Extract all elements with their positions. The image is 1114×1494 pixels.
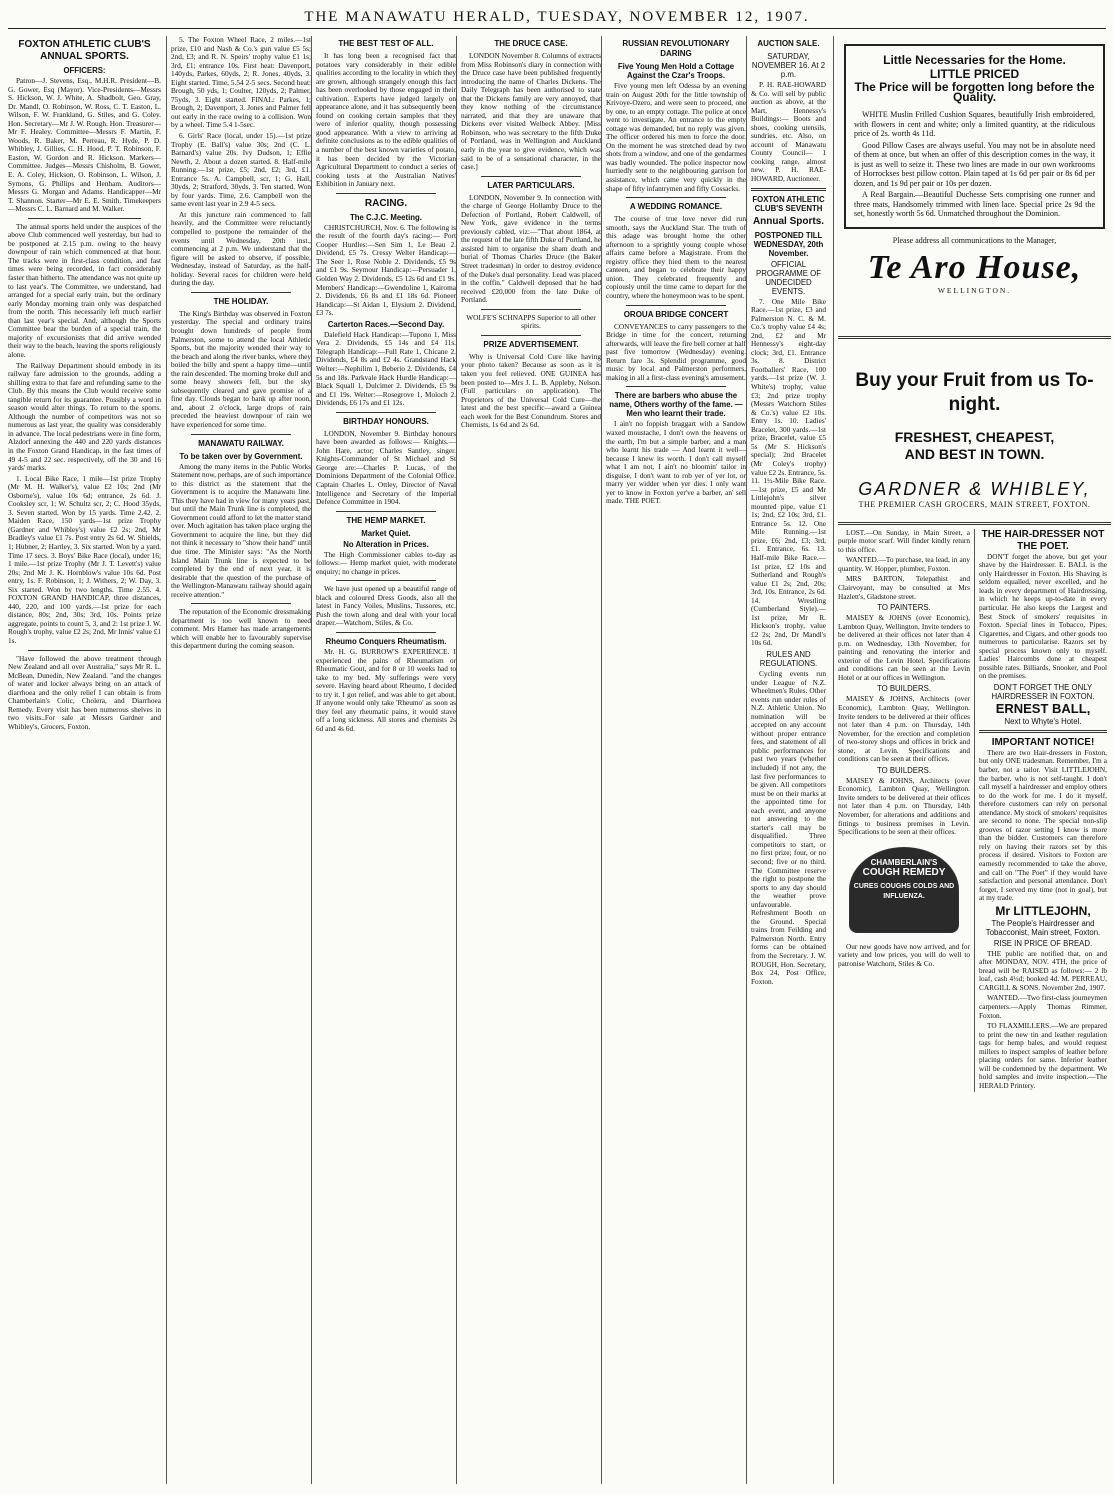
wheel-race-results: 5. The Foxton Wheel Race, 2 miles.—1st prize, £10 and Nash & Co.'s gun value £5 5s; 2nd, £3; and R. N. Speirs' trophy value £1 1s; 3rd, £1; entrance 10s. First heat: Davenport, 140yds, Parkes, 60yds, 2; R. Jones, 40yds, 3. Eight started. Time, 5.54 2-5 secs. Second heat: Brough, 50 yds, 1; Coulter, 120yds, 2; Palmer, 75yds, 3. Eight started. FINAL: Parkes, 1; Brough, 2; Davenport, 3. Jones and Palmer fell out early in the race owing to a collision. Won by a wheel. Time 5.4 1-5sec. (171, 36, 311, 130)
te-aro-ad (844, 44, 1105, 229)
oroua-heading: OROUA BRIDGE CONCERT (623, 309, 729, 319)
new-goods-notice: Our new goods have now arrived, and for variety and low prices, you will do well to patronise Watchorn, Stiles & Co. (838, 941, 970, 968)
railway-heading: MANAWATU RAILWAY. (198, 438, 284, 448)
divider (626, 305, 726, 306)
remedy-footnote: "Have followed the above treatment through New Zealand and all over Australia," says Mr R. L. McBean, Dunedin, New Zealand. "and the changes of water and locker always bring on an attack of diarrhoea and the only relief I can obtain is from Chamberlain's Colic, Cholera, and Diarrhoea Remedy. Every visit has been numerous shelves in two visits..For sale at Messrs Gardner and Whibley's, Grocers, Foxton. (8, 653, 161, 731)
divider (481, 176, 581, 177)
bread-text: THE public are notified that, on and after MONDAY, NOV. 4TH, the price of bread will be RAISED as follows:— 2 lb loaf, cash 4½d; booked 4d. M. PERREAU, CARGILL & SONS. November 2nd, 1907. (979, 948, 1107, 992)
column-3 (311, 36, 460, 1484)
rules-heading: RULES AND REGULATIONS. (759, 649, 818, 668)
builders-heading: TO BUILDERS. (876, 684, 931, 694)
hairdresser-heading: THE HAIR-DRESSER NOT THE POET. (981, 528, 1105, 552)
sports-results: 1. Local Bike Race, 1 mile—1st prize Trophy (Mr M. H. Walker's), value £2 10s; 2nd (Mr Osborne's), value 10s 6d; entrance, 2s 6d. J. Cooksley scr, 1; W. Schultz scr, 2; C. Hood 35yds, 3. Seven started. Won by 15 yards. Time 2.42. 2. Maiden Race, 150 yards—1st prize Trophy (Gardner and Whibley's) value £2 2s; 2nd, Mr Bradley's value £1 7s. Post entry 2s 6d. W. Shields, 1; Hubner, 2; Hartley, 3. Six started. Won by a yard. Time 17 secs. 3. Boys' Bike Race (local), under 16; 1 mile.—1st prize Trophy (Mr J. T. Levett's) value 20s; 2nd Mr J. K. Hornblow's value 10s 6d. Post entry, 1s. F. Robinson, 1; J. Withers, 2; W. Day, 3. Six started. Won by two lengths. Time 2.55. 4. FOXTON GRAND HANDICAP, three distances, 440, 220, and 100 yards.—1st prize for each distance, 80s; 2nd, 30s; 3rd, 10s. Points prize aggregate, points to count 5, 3, and 2: 1st prize J. W. Rough's trophy, value £2 2s; 2nd, Mr Innis' value £1 1s. (8, 473, 161, 645)
wanted-tea-lead: WANTED.—To purchase, tea lead, in any quantity. W. Hopper, plumber, Foxton. (838, 555, 970, 573)
barbers-poem: I ain't no foppish braggart with a Sandow waxed moustache, I don't own the heavens or the earth, I'm but a simple barber, and a man who learnt his trade — And learnt it well—because I knew its worth. I don't call myself what I am not, I ain't no bloomin' tailor in disguise, I don't want to rob yer of yer lot, or marry yer widder when yer dies. I only want yer to know in Foxton yer've a barber, an' sell made. THE POET. (606, 419, 746, 506)
foxton-club-heading: FOXTON ATHLETIC CLUB'S SEVENTH (752, 194, 825, 213)
divider (191, 603, 291, 604)
important-text: There are two Hair-dressers in Foxton, but only ONE tradesman. Remember, I'm a barber, not a tailor. Visit LITTLEJOHN, the barber, who is not self-taught. I don't call myself a hairdresser and employ others to do the work for me. I do it myself, therefore customers can rely on personal attendance. My stock of smokers' requisites are second to none. The special non-slip grooves of razor setting I know is more than the bidder. Customers can therefore rely on having their razors set by this process if desired. Visitors to Foxton are earnestly recommended to take the above, and call on "The Poet" if they would have satisfaction and personal attendance. Don't forget, I served my time (not in goal), but at my trade. (979, 747, 1107, 903)
ernest-ball-name: ERNEST BALL, (995, 700, 1091, 716)
sports-headline: FOXTON ATHLETIC CLUB'S ANNUAL SPORTS. (18, 39, 151, 62)
divider (28, 650, 141, 651)
divider (28, 218, 141, 219)
birthday-text: LONDON, November 9. Birthday honours have been awarded as follows:— Knights.—John Hare, actor; Charles Santley, singer. Knights-Commander of St Michael and St George are:—Charles P. Lucas, of the Dominions Department of the Colonial Office. Captain Charles L. Ottley, Director of Naval Intelligence and Secretary of the Imperial Defence Committee in 1904. (316, 428, 456, 507)
russian-heading: RUSSIAN REVOLUTIONARY DARING (622, 39, 730, 58)
postponement-text: At this juncture rain commenced to fall heavily, and the Committee were reluctantly compelled to postpone the remainder of the events until Wednesday, 20th inst., commencing at 2 p.m. We understand that the figure will be asked to observe, if possible, Wednesday, instead of Saturday, as the half-holiday. Several races for children were held during the day. (171, 209, 311, 288)
divider (838, 336, 1111, 339)
dress-goods-notice: We have just opened up a beautiful range of black and coloured Dress Goods, also all the latest in Fancy Voiles, Muslins, Tussores, etc. Push the town along and deal with your local draper.—Watchorn, Stiles, & Co. (316, 584, 456, 628)
grocers-line: THE PREMIER CASH GROCERS, MAIN STREET, FOXTON. (858, 500, 1091, 510)
cjc-results: CHRISTCHURCH, Nov. 6. The following is the result of the fourth day's racing:— Port Cooper Hurdles:—Sen Sim 1, Le Beau 2. Dividend, £5 7s. Cressy Welter Handicap:—The Seer 1, Rose Noble 2. Dividends, £5 9s and £1 9s. Seymour Handicap:—Persuader 1, Golden Way 2. Dividends, £5 12s 6d and £1 9s. Members' Handicap:—Gwendoline 1, Kairoma 2. Dividends, £6 8s and £1 18s 6d. Pioneer Handicap:—St Aidan 1, Elysium 2. Dividend, £3 7s. (316, 222, 456, 318)
holiday-text: The King's Birthday was observed in Foxton yesterday. The special and ordinary trains brought down hundreds of people from Palmerston, some to attend the local Athletic Sports, but the majority wended their way to the beach and along the river banks, where they boiled the billy and spent a happy time—until the rain descended. The morning broke dull and some heavy showers fell, but the sky subsequently cleared and gave promise of a fine day. Clouds began to bank up after noon, and, about 2 o'clock, large drops of rain preceded the heaviest downpour of rain we have experienced for some time. (171, 308, 311, 429)
sports-report-2: The Railway Department should embody in its railway fare admission to the grounds, adding a shilling extra to that fare and refunding same to the Club. By this means the Club would receive some tangible return for its guarantee. Possibly a word in season would alter things. To return to the sports. Although the number of competitors was not so numerous as last year, the quality was considerably in advance. The local pedestrians were in fine form, Alzdorf annexing the 440 and 220 yards distances in the Foxton Grand Handicap, in the fast times of 49 4-5 and 22 sec. respectively, off the 30 and 16 yards' marks. (8, 360, 161, 473)
bread-heading: RISE IN PRICE OF BREAD. (993, 938, 1093, 948)
railway-subheading: To be taken over by Government. (179, 451, 303, 461)
important-heading: IMPORTANT NOTICE! (991, 736, 1095, 748)
divider (336, 511, 436, 512)
cough-line-2: COUGH REMEDY (862, 866, 946, 878)
hemp-text: The High Commissioner cables to-day as follows:— Hemp market quiet, with moderate enquiry; no change in prices. (316, 549, 456, 576)
rules-text: Cycling events run under League of N.Z. Wheelmen's Rules. Other events run under rules of N.Z. Athletic Union. No nomination will be accepted on any account without proper entrance fees, and statement of all public performances for past two years (whether included) if not any, the last five performances to be given. All competitors must be on their marks at the appointed time for each event, and anyone not answering to the starter's call may be disqualified. Three competitors to start, or no first prize; four, or no second; five or no third. The Committee reserve the right to postpone the sports to any day should the weather prove unfavourable. Refreshment Booth on the Ground. Special trains from Feilding and Palmerston North. Entry forms can be obtained from the Secretary. J. W. ROUGH, Hon. Secretary, Box 24, Post Office, Foxton. (751, 668, 826, 986)
builders-text-2: MAISEY & JOHNS, Architects (over Economic), Lambton Quay, Wellington. Invite tenders to be delivered at their offices not later than 4 p.m. on Thursday, 14th November, for alterations and additions and fittings to business premises in Levin. Specifications to be seen at their offices. (838, 775, 970, 837)
column-1 (8, 36, 165, 1484)
wellington-label: WELLINGTON. (937, 286, 1012, 296)
fresh-heading: FRESHEST, CHEAPEST, AND BEST IN TOWN. (894, 428, 1055, 462)
little-priced-subtitle: The Price will be forgotten long before the Quality. (854, 80, 1095, 104)
column-6 (746, 36, 830, 1484)
best-test-text: It has long been a recognised fact that potatoes vary considerably in their edible qualities according to the locality in which they are grown, although strangely enough this fact has been overlooked by those engaged in their cultivation. Experts have judged largely on appearance alone, and it has subsequently been found on cooking certain samples that they were of inferior quality, though possessing good appearance. With a view to arriving at definite conclusions as to the edible qualities of a number of the best known varieties of potato, it has been decided by the Victorian Agricultural Department to conduct a series of cooking tests at the Australian Natives' Exhibition in January next. (316, 51, 456, 189)
column-ads (833, 36, 1111, 1484)
holiday-heading: THE HOLIDAY. (213, 296, 269, 306)
prize-heading: PRIZE ADVERTISEMENT. (483, 339, 579, 349)
lost-notice: LOST.—On Sunday, in Main Street, a purple motor scarf. Will finder kindly return to this office. (838, 527, 970, 554)
cjc-heading: The C.J.C. Meeting. (350, 212, 422, 222)
racing-heading: RACING. (364, 197, 408, 209)
painters-text: MAISEY & JOHNS (over Economic), Lambton Quay, Wellington. Invite tenders to be delivered at their offices not later than 4 p.m. on Wednesday, 13th November, for painting and renovating the interior and exterior of the Levin Hotel. Specifications and conditions can be seen at the Levin Hotel or at our offices in Wellington. (838, 613, 970, 682)
divider (626, 386, 726, 387)
officers-heading: OFFICERS: (63, 66, 106, 75)
fruit-ad-heading: Buy your Fruit from us To-night. (855, 369, 1094, 415)
divider (336, 412, 436, 413)
builders-text: MAISEY & JOHNS, Architects (over Economic), Lambton Quay, Wellington. Invite tenders to be delivered at their offices not later than 4 p.m. on Thursday, 14th November, for the erection and completion of two-storey shops and offices in brick and stone, at Levin. Specifications and conditions can be seen at their offices. (838, 694, 970, 764)
programme-events: 7. One Mile Bike Race.—1st prize, £3 and Palmerston N. C. & M. Co.'s trophy value £4 4s; 2nd, £2 and Mr Hennessy's eight-day clock; 3rd, £1. Entrance 3s. 8. District Footballers' Race, 100 yards.—1st prize (W. J. White's) trophy, value £3; 2nd prize trophy (Messrs Watchorn Stiles & Co.'s) value £2 10s. Entry 1s. 10. Ladies' Bracelet, 300 yards.—1st prize, Bracelet, value £5 5s (Mr S. Hickson's special); 2nd Bracelet (Mr Coley's trophy) value £2 2s. Entrance, 5s. 11. 1½-Mile Bike Race.—1st prize, £5 and Mr Littlejohn's silver mounted pipe, value £1 1s; 2nd, £2 10s; 3rd, £1. Entrance 5s. 12. One Mile Running.—1st prize, £6; 2nd, £3; 3rd, £1. Entrance, 6s. 13. Half-mile Bike Race.—1st prize, £2 10s and Sutherland and Rough's value £1 2s; 2nd, 20s; 3rd, 10s. Entrance, 2s 6d. 14. Wrestling (Cumberland Style).—1st prize, Mr R. Hickson's trophy, value £2 2s; 2nd, Dr Mandl's 10s 6d. (751, 296, 826, 648)
cushion-text: WHITE Muslin Frilled Cushion Squares, beautifully Irish embroidered, with flowers in cent and white; only a limited quantity, at the ridiculous price of 2s. worth 4s 11d. (854, 110, 1095, 138)
flaxmillers-notice: TO FLAXMILLERS.—We are prepared to print the new tin and leather regulation tags for hemp bales, and would request millers to inspect samples of leather before placing orders for same. Inferior leather will be condemned by the department. We hold samples and invite inspection.—The HERALD Printery. (979, 1021, 1107, 1090)
column-2 (166, 36, 315, 1484)
little-necessaries-title: Little Necessaries for the Home. (883, 53, 1066, 67)
cough-line-1: CHAMBERLAIN'S (870, 857, 938, 867)
postponed-notice: POSTPONED TILL WEDNESDAY, 20th November. (753, 230, 824, 258)
girls-race-results: 6. Girls' Race (local, under 15).—1st prize Trophy (E. Ball's) value 30s; 2nd (C. L. Barnard's) value 20s. Ivy Dudson, 1; Effie Newth, 2. About a dozen started. 8. Half-mile Running.—1st prize, £5; 2nd, £2; 3rd, £1. Entrance 5s. A. Campbell, scr, 1; G. Hall, 30yds, 2; Stratford, 30yds, 3. Ten started. Won by four yards. Time, 2.6. Campbell won the same event last year in 2.9 4-5 secs. (171, 131, 311, 209)
column-4 (456, 36, 605, 1484)
address-note: Please address all communications to the Manager, (892, 235, 1057, 245)
divider (336, 580, 436, 581)
ads-split (838, 529, 1111, 1093)
hemp-heading: THE HEMP MARKET. (346, 515, 426, 525)
pillow-text: Good Pillow Cases are always useful. You may not be in absolute need of them at once, but when an offer of this description comes in the way, it is just as well to seize it. These two lines are made in our own workrooms of Horrockses best pillow cotton. Plain taped at 1s 6d per pair or 8s 6d per dozen, and 1s 9d per pair or 10s per dozen. (854, 140, 1095, 188)
wolfe-ad: WOLFE'S SCHNAPPS Superior to all other spirits. (466, 312, 596, 331)
barton-notice: MRS BARTON, Telepathist and Clairvoyant, may be consulted at Mrs Hazlett's, Gladstone street. (838, 574, 970, 601)
carterton-results: Dalefield Hack Handicap:—Tupono 1, Miss Vera 2. Dividends, £5 14s and £4 11s. Telegraph Handicap:—Full Rate 1, Chicane 2. Dividends, £4 8s and £2 4s. Grandstand Hack Welter:—Nephilim 1, Beberio 2. Dividends, £4 5s and 18s. Parkvale Hack Hurdle Handicap:—Black Squall 1, Dulcimer 2. Dividends, £5 9s and £1 19s. Welter:—Rosegrove 1, Moloch 2. Dividends, £6 17s and £1 12s. (316, 329, 456, 408)
later-heading: LATER PARTICULARS. (487, 180, 575, 190)
cough-remedy-logo (849, 847, 959, 933)
birthday-heading: BIRTHDAY HONOURS. (343, 416, 429, 426)
divider (751, 188, 826, 191)
hemp-subheading: Market Quiet. (361, 528, 411, 538)
rheumo-text: Mr. H. G. BURROW'S EXPERIENCE. I experienced the pains of Rheumatism or Rheumatic Gout, and for 8 or 10 weeks had to take to my bed. My sufferings were very severe. Having heard about Rheumo, I decided to try it. I got relief, and was able to get about. If anyone would only take 'Rheumo' as soon as they feel any rheumatic pains, it would stave off a long sickness. All stores and chemists 2s 6d and 4s 6d. (316, 646, 456, 733)
divider (481, 309, 581, 310)
littlejohn-name: Mr LITTLEJOHN, (995, 903, 1091, 918)
te-aro-house-heading: Te Aro House, (867, 249, 1082, 287)
hemp-subheading-2: No Alteration in Prices. (343, 539, 429, 549)
wedding-heading: A WEDDING ROMANCE. (629, 202, 723, 212)
prize-text: Why is Universal Cold Cure like having your photo taken? Because as soon as it is taken you feel relieved. ONE GUINEA has been posted to—Mrs J. L. B. Appleby, Nelson. (Full particulars on application). The Proprietors of the Universal Cold Cure—the latest and the best specific—award a Guinea each week for the Best Conundrum. Stores and Chemists, 1s 6d and 2s 6d. (461, 351, 601, 430)
duchesse-text: A Real Bargain.—Beautiful Duchesse Sets comprising one runner and three mats, Handsomely trimmed with linen lace. Special price 2s 9d the set, honestly worth 5s 6d. Unmatched throughout the Dominion. (854, 190, 1095, 218)
divider (626, 197, 726, 198)
hairdresser-text: DON'T forget the above, but get your shave by the Hairdresser. E. BALL is the only Hairdresser in Foxton. His Shaving is seldom equalled, never excelled, and he leads in every department of Hairdressing, in which he keeps up-to-date in every particular. He also keeps the Largest and Best Stock of smokers' requisites in Foxton. Special lines in Tobacco, Pipes, Cigarettes, and Cigars, and other goods too numerous to particularise. Razors set by special process known only to myself. Ladies' Haircombs done at cheapest possible rates. Billiards, Snooker, and Pool on the premises. (979, 551, 1107, 681)
later-text: LONDON, November 9. In connection with the charge of George Hollamby Druce to the Defection of Portland, Robert Caldwell, of New York, gave evidence in the terms previously cabled, viz:—"That about 1864, at the request of the late fifth Duke of Portland, he assisted him to organise the sham death and burial of Thomas Charles Druce (the Baker Street tradesman) in order to destroy evidence of the Duke's dual personality. Lead was placed in the coffin." Caldwell deposed that he had received £20,000 from the late Duke of Portland. (461, 192, 601, 305)
divider (481, 335, 581, 336)
littlejohn-subline: The People's Hairdresser and Tobacconist, Main street, Foxton. (985, 918, 1101, 937)
divider (191, 434, 291, 435)
annual-sports-heading: Annual Sports. (752, 215, 825, 227)
divider (979, 730, 1107, 733)
official-programme-heading: OFFICIAL PROGRAMME OF UNDECIDED EVENTS. (756, 259, 821, 296)
builders-heading-2: TO BUILDERS. (876, 765, 931, 775)
druce-text: LONDON November 8. Columns of extracts from Miss Robinson's diary in connection with the Druce case have been published frequently introducing the name of Charles Dickens. The Daily Telegraph has been authorised to state that the Dickens family are very annoyed, that they know nothing of the circumstance narrated, and that they are unaware that Dickens ever visited Welbeck Abbey. [Miss Robinson, who was secretary to the fifth Duke of Portland, was in Wellington and Auckland early in the year to give evidence, which was said to be of a sensational character, in the case.] (461, 51, 601, 172)
officers-list: Patron—J. Stevens, Esq., M.H.R. President—B. G. Gower, Esq (Mayor). Vice-Presidents—Messrs S. Hickson, W. J. White, A. Shadbolt, Geo. Gray, Dr. Mandl, O. Robinson, W. Ross, C. T. Easton, L. Wilson, F. W. Frankland, G. Stiles, and G. Coley. Hon. Secretary—Mr J. W. Rough. Hon. Treasurer—Mr F. Healey. Committee—Messrs F. Martin, F. Woods, R. Baker, M. Perreau, R. Hyde, P. D. Whibley, J. Gillies, C. H. Hood, P. T. Robinson, F. Easton, W. Gordon and R. Hickson. Markers—Committee. Judges—Messrs Chisholm, B. Gower, E. A. Coley, Hickson, O. Robinson, L. Wilson, J. Symons, G. Phillips and Henham. Auditors—Messrs G. Morgan and Adams. Handicapper—Mr T. Shannon. Starter—Mr E. E. Smith. Timekeepers—Messrs C. L. Barnard and M. Walker. (8, 76, 161, 214)
auction-heading: AUCTION SALE. (757, 39, 820, 48)
cough-line-3: CURES COUGHS COLDS AND INFLUENZA. (853, 882, 955, 900)
divider (191, 292, 291, 293)
gardner-whibley-heading: GARDNER & WHIBLEY, (858, 478, 1091, 499)
auction-text: P. H. RAE-HOWARD & Co. will sell by public auction as above, at the Mart, Hennessy's Buildings:— Boots and shoes, cooking utensils, sundries, etc. Also, on account of Manawatu County Council— 1 cooking range, almost new. P. H. RAE-HOWARD, Auctioneer. (751, 80, 826, 184)
next-to-hotel: Next to Whyte's Hotel. (1004, 716, 1082, 726)
rheumo-heading: Rheumo Conquers Rheumatism. (325, 636, 447, 646)
wedding-text: The course of true love never did run smooth, says the Auckland Star. The truth of this adage was brought home the other afternoon to a sprightly young couple whose affairs came before a Magistrate. From the registry office they hied them to the nearest canteen, and began to celebrate their happy union. They celebrated frequently and copiously until the time came to depart for the country, where the honeymoon was to be spent. (606, 214, 746, 301)
column-5 (601, 36, 750, 1484)
masthead: THE MANAWATU HERALD, TUESDAY, NOVEMBER 12, 1907. (8, 6, 1106, 29)
russian-text: Five young men left Odessa by an evening train on August 20th for the little township of Krivoye-Ozero, and were seen to proceed, one by one, to an empty cottage. The police at once went to investigate. An entrance to the empty cottage was demanded, but no reply was given. The officer ordered his men to force the door. On the moment he was stretched dead by two shots from a window, and one of the gendarmes was badly wounded. The police inspector now hurriedly sent to the neighbouring garrison for assistance, which came very quickly in the shape of fifty infantrymen and fifty Cossacks. (606, 81, 746, 193)
economic-notice: The reputation of the Economic dressmaking department is too well known to need comment. Mrs Hamer has made arrangements which will enable her to favourably supervise this department during the coming season. (171, 607, 311, 651)
barbers-heading: There are barbers who abuse the name, Others worthy of the fame. —Men who learnt their trade. (609, 391, 743, 419)
druce-heading: THE DRUCE CASE. (494, 39, 568, 48)
divider (336, 193, 436, 194)
wanted-carpenters: WANTED.—Two first-class journeymen carpenters.—Apply Thomas Rimmer, Foxton. (979, 993, 1107, 1020)
russian-subheading: Five Young Men Hold a Cottage Against the Czar's Troops. (617, 62, 735, 80)
railway-text: Among the many items in the Public Works Statement now, perhaps, are of such importance to this district as the statement that the Government is to acquire the Manawatu line. This they have had in view for many years past, but until the Main Trunk line is completed, the Government could afford to let the matter stand over. Much agitation has taken place urging the Government to acquire the line, but they did not think it necessary to "show their hand" until due time. The Minister says: "As the North Island Main Trunk line is expected to be completed by the end of next year, it is desirable that the question of the purchase of the Wellington-Manawatu railway should again receive attention." (171, 461, 311, 599)
painters-heading: TO PAINTERS. (877, 603, 931, 613)
best-test-heading: THE BEST TEST OF ALL. (338, 39, 434, 48)
divider (838, 522, 1111, 525)
dont-forget-line: DON'T FORGET THE ONLY HAIRDRESSER IN FOXTON. (991, 682, 1095, 701)
ads-right (974, 529, 1107, 1093)
auction-date: SATURDAY, NOVEMBER 16. At 2 p.m. (751, 52, 826, 79)
oroua-text: CONVEYANCES to carry passengers to the Bridge in time for the concert, returning afterwards, will leave the fire bell corner at half past five tomorrow (Wednesday) evening. Return fare 3s. Splendid programme, good music by local and Palmerston performers, making in all a first-class evening's amusement. (606, 321, 746, 382)
little-priced-title: LITTLE PRICED (929, 66, 1020, 81)
divider (336, 632, 436, 633)
carterton-heading: Carterton Races.—Second Day. (327, 319, 445, 329)
sports-report-1: The annual sports held under the auspices of the above Club commenced well yesterday, but had to be postponed at 2.15 p.m. owing to the heavy downpour of rain which commenced at that hour. The tracks were in first-class condition, and fast times were being recorded, in fact considerably faster than hitherto. The attendance was not quite up to last year's. The Committee, we understand, had arranged for a special early train, but the ordinary early Monday morning train only was despatched from the north. This necessarily left much earlier than last year's special. And, although the Sports Committee bear the burden of a special train, the majority of excursionists that did arrive wended their way to the beach, leaving the sports religiously alone. (8, 221, 161, 359)
ads-left (838, 529, 974, 1093)
